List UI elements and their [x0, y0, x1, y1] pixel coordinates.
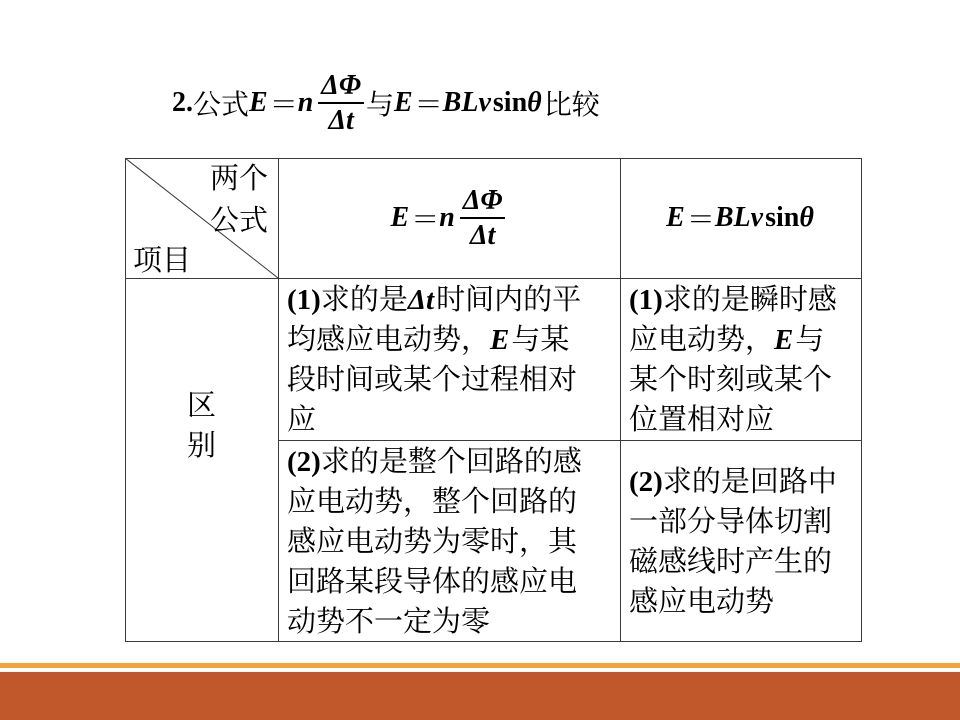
text-run: 某个时刻或某个: [629, 362, 833, 396]
item-number: (1): [629, 284, 663, 316]
text-run: 感应电动势为零时，其: [287, 524, 578, 558]
math-variable: θ: [799, 202, 814, 233]
text-run: 求的是: [320, 282, 408, 316]
text-run: 应: [287, 402, 317, 436]
text-run: 求的是瞬时感: [662, 282, 837, 316]
text-line: [629, 399, 862, 439]
math-function: sin: [765, 202, 800, 233]
math-variable: n: [297, 87, 314, 118]
text-run: 时间内的平: [436, 282, 582, 316]
column-axis-label-line2: 公式: [209, 203, 268, 237]
row-header-difference: [125, 278, 278, 642]
math-variable: Δt: [407, 284, 435, 316]
text-line: [629, 501, 862, 541]
text-line: [287, 561, 620, 601]
text-run: 段时间或某个过程相对: [287, 362, 578, 396]
text-line: [629, 319, 862, 359]
text-line: [629, 359, 862, 399]
text-run: ＝: [414, 88, 443, 121]
math-variable: E: [490, 324, 510, 356]
text-run: 均感应电动势，: [287, 322, 491, 356]
slide-title: [172, 70, 600, 136]
text-line: [287, 399, 620, 439]
text-run: ＝: [269, 88, 298, 121]
item-number: 2.: [172, 87, 193, 118]
text-run: 应电动势，: [629, 322, 775, 356]
fraction-numerator: ΔΦ: [318, 71, 364, 103]
math-function: sin: [492, 87, 528, 118]
text-line: [287, 279, 620, 319]
text-line: [287, 441, 620, 481]
fraction: [318, 71, 364, 135]
fraction-numerator: ΔΦ: [460, 186, 506, 218]
text-line: [629, 279, 862, 319]
fraction-denominator: Δt: [469, 219, 496, 251]
text-run: 与: [795, 322, 825, 356]
math-variable: E: [666, 202, 685, 233]
text-line: [287, 319, 620, 359]
text-run: 位置相对应: [629, 402, 775, 436]
text-line: [287, 481, 620, 521]
text-run: 动势不一定为零: [287, 604, 491, 638]
comparison-table: [125, 158, 862, 642]
math-variable: θ: [527, 87, 542, 118]
text-run: 求的是回路中: [662, 464, 837, 498]
row-header-char: 别: [186, 428, 216, 462]
cell-whole-circuit-emf: [278, 440, 620, 642]
text-run: ＝: [686, 203, 715, 236]
item-number: (2): [287, 446, 321, 478]
math-variable: BLv: [714, 202, 764, 233]
math-variable: E: [774, 324, 794, 356]
corner-header-cell: [125, 158, 278, 278]
math-variable: n: [439, 202, 455, 233]
text-run: 回路某段导体的感应电: [287, 564, 578, 598]
text-line: [629, 461, 862, 501]
item-number: (1): [287, 284, 321, 316]
text-line: [287, 601, 620, 641]
fraction: [460, 186, 506, 250]
text-run: 与某: [511, 322, 570, 356]
column-header-flux-formula: [278, 158, 620, 278]
column-axis-label-line1: 两个: [209, 161, 268, 195]
footer-band: [0, 672, 960, 720]
item-number: (2): [629, 466, 663, 498]
fraction-denominator: Δt: [328, 104, 354, 136]
text-line: [287, 359, 620, 399]
text-run: 应电动势，整个回路的: [287, 484, 578, 518]
text-line: [287, 521, 620, 561]
text-run: 感应电动势: [629, 584, 775, 618]
cell-cutting-conductor-emf: [620, 440, 862, 642]
text-run: 求的是整个回路的感: [320, 444, 582, 478]
text-run: 比较: [543, 88, 600, 121]
math-variable: E: [390, 202, 410, 233]
cell-average-emf: [278, 278, 620, 440]
text-line: [629, 541, 862, 581]
text-run: 磁感线时产生的: [629, 544, 833, 578]
math-variable: E: [249, 87, 268, 118]
math-variable: BLv: [442, 87, 491, 118]
accent-stripe: [0, 663, 960, 668]
cell-instantaneous-emf: [620, 278, 862, 440]
math-variable: E: [393, 87, 413, 118]
column-header-cutting-formula: [620, 158, 862, 278]
text-run: 公式: [193, 88, 250, 121]
text-run: 一部分导体切割: [629, 504, 833, 538]
row-header-char: 区: [186, 388, 216, 422]
text-line: [629, 581, 862, 621]
text-run: ＝: [411, 203, 440, 236]
text-run: 与: [365, 88, 394, 121]
row-axis-label: 项目: [133, 243, 192, 277]
